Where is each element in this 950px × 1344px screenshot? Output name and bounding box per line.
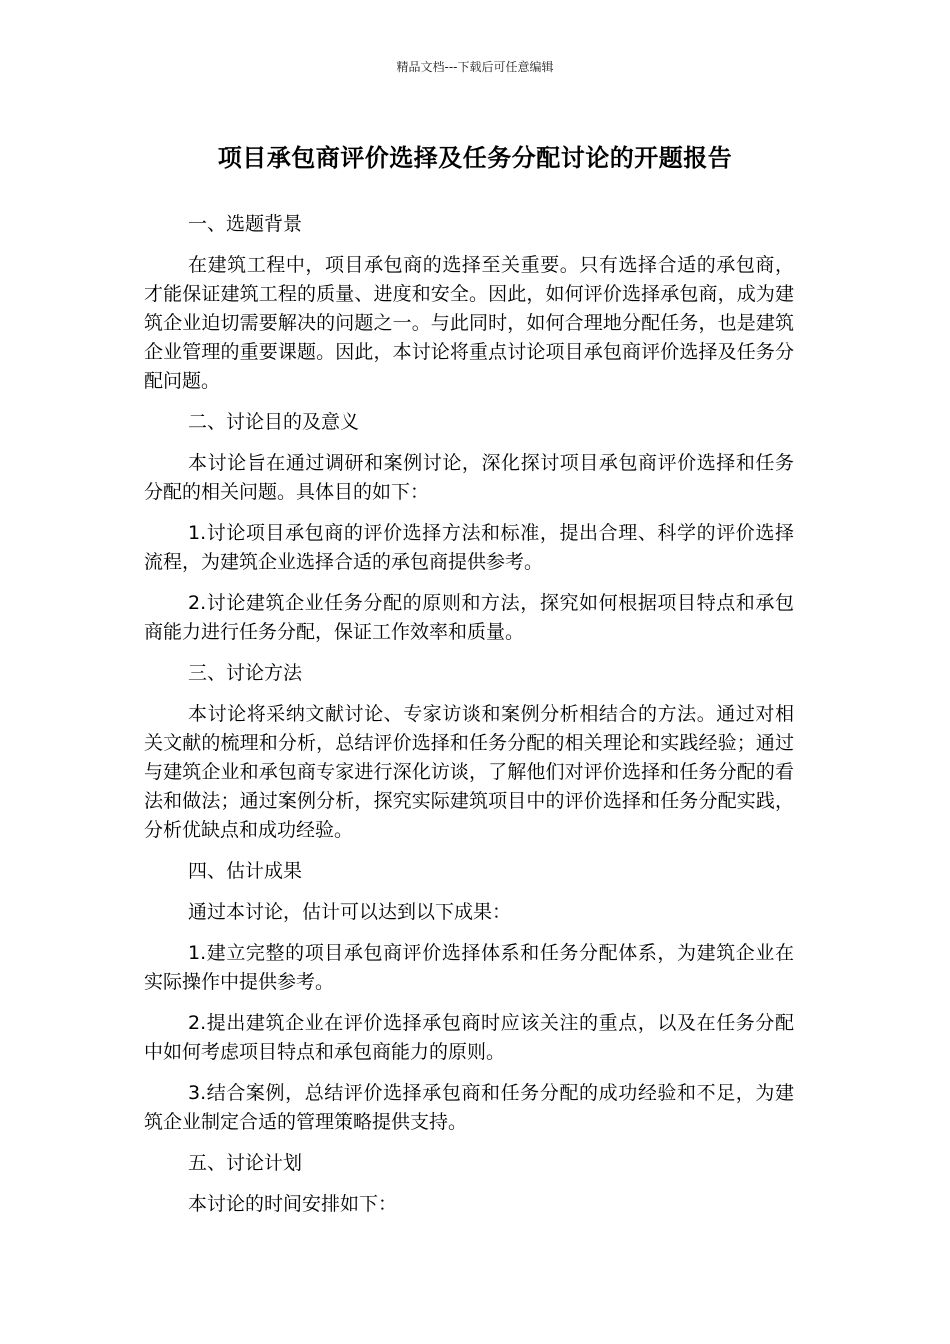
section-heading: 二、讨论目的及意义 <box>188 411 360 433</box>
list-item: 3.结合案例，总结评价选择承包商和任务分配的成功经验和不足，为建筑企业制定合适的管理策略提供支持。 <box>144 1082 794 1133</box>
list-item: 1.建立完整的项目承包商评价选择体系和任务分配体系，为建筑企业在实际操作中提供参考。 <box>144 942 794 993</box>
section-heading: 三、讨论方法 <box>188 662 303 684</box>
list-item: 2.提出建筑企业在评价选择承包商时应该关注的重点，以及在任务分配中如何考虑项目特点和承包商能力的原则。 <box>144 1012 794 1063</box>
list-item: 2.讨论建筑企业任务分配的原则和方法，探究如何根据项目特点和承包商能力进行任务分配，保证工作效率和质量。 <box>144 592 794 643</box>
paragraph: 本讨论将采纳文献讨论、专家访谈和案例分析相结合的方法。通过对相关文献的梳理和分析，总结评价选择和任务分配的相关理论和实践经验；通过与建筑企业和承包商专家进行深化访谈，了解他们对评价选择和任务分配的看法和做法；通过案例分析，探究实际建筑项目中的评价选择和任务分配实践，分析优缺点和成功经验。 <box>144 703 794 841</box>
paragraph: 在建筑工程中，项目承包商的选择至关重要。只有选择合适的承包商，才能保证建筑工程的质量、进度和安全。因此，如何评价选择承包商，成为建筑企业迫切需要解决的问题之一。与此同时，如何合理地分配任务，也是建筑企业管理的重要课题。因此，本讨论将重点讨论项目承包商评价选择及任务分配问题。 <box>144 254 794 392</box>
paragraph: 通过本讨论，估计可以达到以下成果： <box>188 901 512 923</box>
section-heading: 一、选题背景 <box>188 213 303 235</box>
paragraph: 本讨论的时间安排如下： <box>188 1193 398 1215</box>
list-item: 1.讨论项目承包商的评价选择方法和标准，提出合理、科学的评价选择流程，为建筑企业选择合适的承包商提供参考。 <box>144 522 794 573</box>
document-body <box>144 210 794 1231</box>
header-watermark: 精品文档---下载后可任意编辑 <box>396 60 554 74</box>
section-heading: 五、讨论计划 <box>188 1152 303 1174</box>
section-heading: 四、估计成果 <box>188 860 303 882</box>
paragraph: 本讨论旨在通过调研和案例讨论，深化探讨项目承包商评价选择和任务分配的相关问题。具体目的如下： <box>144 452 794 503</box>
document-title: 项目承包商评价选择及任务分配讨论的开题报告 <box>217 144 733 172</box>
